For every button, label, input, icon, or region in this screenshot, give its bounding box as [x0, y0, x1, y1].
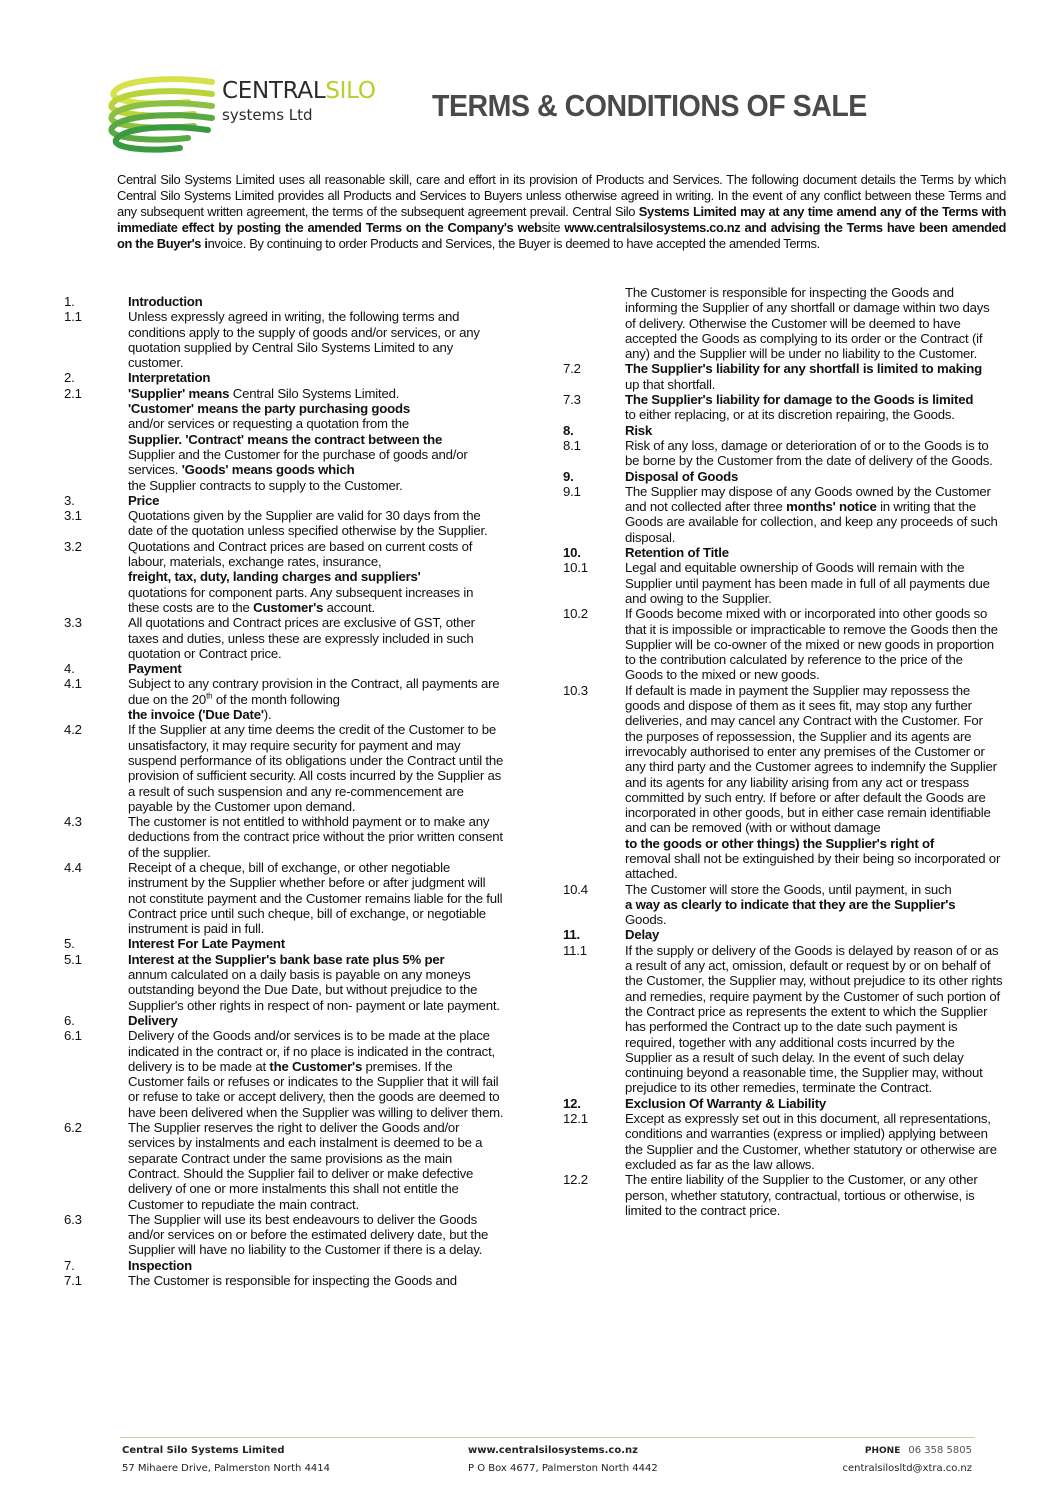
clause-text: The Customer is responsible for inspecting the Goods and — [128, 1273, 457, 1288]
clause-text — [128, 676, 504, 722]
clause-text-part: annum calculated on a daily basis is payable on any moneys outstanding beyond the Due Date, but without prejudice to the Supplier's other rights in respect of non- payment or late payment. — [128, 967, 500, 1013]
clause-number: 4.4 — [64, 859, 82, 875]
clause-number: 6.3 — [64, 1211, 82, 1227]
logo-text-silo: SILO — [325, 78, 376, 104]
clause — [563, 484, 1003, 545]
clause-number: 3.2 — [64, 538, 82, 554]
clause-text-bold: The Supplier's liability for any shortfall is limited to making — [625, 361, 982, 377]
intro-text-bold: Systems Limited may at any time amend any of the Terms with immediate effect by posting the amended Terms on the Company's web — [117, 204, 1006, 236]
footer-phone-label: PHONE — [864, 1446, 901, 1456]
section-number: 3. — [64, 492, 75, 508]
section-heading — [64, 493, 504, 508]
section-number: 9. — [563, 468, 574, 484]
clause-text-bold: the Customer's — [269, 1058, 363, 1074]
section-heading — [563, 545, 1003, 560]
clause-text-part: and/or services or requesting a quotation from the — [128, 416, 410, 432]
clause-text — [128, 952, 504, 1013]
page-title: TERMS & CONDITIONS OF SALE — [432, 88, 867, 123]
clause-number: 11.1 — [563, 942, 587, 958]
clause-number: 6.1 — [64, 1028, 82, 1044]
clause-number: 3.3 — [64, 615, 82, 631]
clause — [563, 943, 1003, 1096]
clause-text-bold: months' notice — [786, 499, 877, 515]
clause-text-part: Central Silo Systems Limited. — [229, 385, 400, 401]
section-heading — [64, 370, 504, 385]
clause-text-part: Goods. — [625, 912, 667, 928]
section-title: Interpretation — [128, 370, 211, 386]
clause — [64, 860, 504, 936]
clause-text-bold: Interest at the Supplier's bank base rate plus 5% per — [128, 951, 445, 967]
clause-text-bold: 'Goods' means goods which — [181, 462, 355, 478]
footer-contact-block — [842, 1442, 972, 1478]
clause-number: 10.2 — [563, 606, 588, 622]
clause — [563, 361, 1003, 392]
clause-text-part: The Customer will store the Goods, until payment, in such — [625, 881, 952, 897]
clause-text-part: the Supplier contracts to supply to the Customer. — [128, 477, 403, 493]
section-title: Risk — [625, 422, 653, 438]
intro-text: nvoice. By continuing to order Products and Services, the Buyer is deemed to have accepted the amended Terms. — [207, 236, 820, 252]
section-heading — [64, 294, 504, 309]
clause-text: The customer is not entitled to withhold payment or to make any deductions from the contract price without the prior written consent of the supplier. — [128, 814, 503, 860]
intro-text: Central Silo Systems Limited uses all reasonable skill, care and effort in its provision of Products and Services. The following document details the Terms by which Central Silo Systems Limited provides all Products and Services to Buyers unless otherwise agreed in writing. In the event of any conflict between these Terms and any subsequent written agreement, the terms of the subsequent agreement prevail. Central Silo — [117, 172, 1006, 220]
clause-number: 4.2 — [64, 722, 82, 738]
section-heading — [64, 1013, 504, 1028]
section-number: 4. — [64, 661, 75, 677]
clause-number: 6.2 — [64, 1120, 82, 1136]
section-number: 5. — [64, 936, 75, 952]
footer-po-box: P O Box 4677, Palmerston North 4442 — [468, 1463, 658, 1474]
clause-number: 10.4 — [563, 881, 588, 897]
clause — [64, 386, 504, 493]
clause-text: All quotations and Contract prices are exclusive of GST, other taxes and duties, unless these are expressly included in such quotation or Contract price. — [128, 615, 475, 661]
clause — [563, 438, 1003, 469]
clause-text-bold: to the goods or other things) the Supplier's right of — [625, 835, 935, 851]
clause-text: If the Supplier at any time deems the credit of the Customer to be unsatisfactory, it may require security for payment and may suspend performance of its obligations under the Contract until the provision of sufficient security. All costs incurred by the Supplier as a result of such suspension and any re-commencement are payable by the Customer upon demand. — [128, 722, 504, 814]
section-title: Disposal of Goods — [625, 468, 739, 484]
clause-text: Unless expressly agreed in writing, the following terms and conditions apply to the supply of goods and/or services, or any quotation supplied by Central Silo Systems Limited to any customer. — [128, 309, 480, 371]
section-number: 6. — [64, 1012, 75, 1028]
footer-email-link[interactable]: centralsilosltd@xtra.co.nz — [842, 1463, 972, 1474]
section-title: Delivery — [128, 1012, 178, 1028]
logo-wordmark — [222, 78, 376, 104]
section-heading — [64, 661, 504, 676]
section-title: Introduction — [128, 294, 203, 309]
section-number: 2. — [64, 370, 75, 386]
right-column — [563, 285, 1003, 1218]
clause-text-part: Delivery of the Goods and/or services is to be made at the place indicated in the contract or, if no place is indicated in the contract, delivery is to be made at — [128, 1028, 495, 1074]
section-title: Delay — [625, 927, 660, 943]
clause-text-bold: freight, tax, duty, landing charges and suppliers' — [128, 569, 421, 585]
clause-number: 2.1 — [64, 385, 82, 401]
clause — [64, 309, 504, 370]
clause — [64, 615, 504, 661]
clause-number: 12.1 — [563, 1111, 588, 1127]
clause-text-part: of the month following — [212, 691, 340, 707]
clause-text: Quotations given by the Supplier are valid for 30 days from the date of the quotation unless specified otherwise by the Supplier. — [128, 508, 488, 539]
clause-text-part: account. — [323, 599, 375, 615]
clause — [64, 722, 504, 814]
silo-swoosh-icon — [108, 76, 218, 156]
clause-continuation — [563, 285, 1003, 361]
ordinal-suffix: th — [206, 691, 213, 701]
clause-number: 10.1 — [563, 560, 588, 576]
section-heading — [563, 927, 1003, 942]
intro-paragraph — [117, 172, 1006, 252]
clause-number: 5.1 — [64, 951, 82, 967]
clause — [563, 882, 1003, 928]
clause-text: The Supplier reserves the right to deliver the Goods and/or services by instalments and each instalment is deemed to be a separate Contract under the same provisions as the main Contract. Should the Supplier fail to deliver or make defective delivery of one or more instalments this shall not entitle the Customer to repudiate the main contract. — [128, 1120, 483, 1212]
section-title: Price — [128, 492, 160, 508]
clause-text — [625, 484, 1003, 545]
clause-number: 4.1 — [64, 676, 82, 692]
section-heading — [563, 1096, 1003, 1111]
section-heading — [563, 469, 1003, 484]
clause-text: The entire liability of the Supplier to the Customer, or any other person, whether statutory, contractual, tortious or otherwise, is limited to the contract price. — [625, 1172, 978, 1218]
section-title: Inspection — [128, 1257, 192, 1273]
clause-number: 10.3 — [563, 682, 588, 698]
clause-text: The Customer is responsible for inspecting the Goods and informing the Supplier of any shortfall or damage within two days of delivery. Otherwise the Customer will be deemed to have accepted the Goods as complying to its order or the Contract (if any) and the Supplier will be under no liability to the Customer. — [625, 285, 990, 362]
clause-text — [128, 1028, 504, 1120]
footer-phone: 06 358 5805 — [908, 1445, 972, 1456]
clause — [563, 1172, 1003, 1218]
clause-text-bold: 'Supplier' means — [128, 385, 230, 401]
clause-text-part: Supplier and the Customer for the purchase of goods and/or services. — [128, 446, 468, 478]
clause-number: 1.1 — [64, 309, 82, 325]
section-number: 1. — [64, 294, 75, 309]
clause — [64, 508, 504, 539]
section-title: Interest For Late Payment — [128, 936, 285, 952]
footer-company-block — [122, 1442, 330, 1478]
company-logo — [108, 76, 376, 156]
clause-text: If Goods become mixed with or incorporated into other goods so that it is impossible or impracticable to remove the Goods then the Supplier will be co-owner of the mixed or new goods in proportion to the contribution calculated by reference to the price of the Goods to the mixed or new goods. — [625, 606, 998, 683]
section-title: Retention of Title — [625, 545, 729, 561]
clause-text-part: quotations for component parts. Any subsequent increases in these costs are to the — [128, 584, 474, 615]
clause — [563, 560, 1003, 606]
footer-divider — [120, 1437, 975, 1438]
clause-number: 7.2 — [563, 361, 581, 377]
section-title: Payment — [128, 661, 182, 677]
section-heading — [64, 1258, 504, 1273]
clause-text-bold: the invoice ('Due Date' — [128, 707, 264, 723]
clause-number: 3.1 — [64, 508, 82, 524]
clause — [64, 952, 504, 1013]
intro-text-bold: www.centralsilosystems.co.nz and advising the Terms have been amended on the Buyer's i — [117, 220, 1006, 252]
clause — [563, 606, 1003, 682]
clause-text: The Supplier will use its best endeavours to deliver the Goods and/or services on or before the estimated delivery date, but the Supplier will have no liability to the Customer if there is a delay. — [128, 1211, 489, 1258]
section-number: 10. — [563, 545, 581, 561]
clause-text-bold: Customer's — [253, 599, 324, 615]
clause-text-part: Quotations and Contract prices are based on current costs of labour, materials, exchange rates, insurance, — [128, 538, 473, 570]
clause-text — [625, 683, 1003, 882]
clause-text-part: premises. If the Customer fails or refuses or indicates to the Supplier that it will fail or refuse to take or accept delivery, then the goods are deemed to have been delivered when the Supplier was willing to deliver them. — [128, 1058, 504, 1120]
clause — [64, 1028, 504, 1120]
section-title: Exclusion Of Warranty & Liability — [625, 1095, 827, 1111]
clause-text-part: to either replacing, or at its discretion repairing, the Goods. — [625, 407, 955, 423]
clause-text-part: removal shall not be extinguished by their being so incorporated or attached. — [625, 850, 1001, 882]
clause — [563, 1111, 1003, 1172]
clause — [563, 392, 1003, 423]
section-number: 12. — [563, 1095, 581, 1111]
clause-number: 4.3 — [64, 814, 82, 830]
section-number: 11. — [563, 927, 581, 943]
section-number: 8. — [563, 422, 574, 438]
clause-text-part: Subject to any contrary provision in the Contract, all payments are due on the 20 — [128, 676, 500, 707]
clause-text-bold: 'Customer' means the party purchasing goods — [128, 401, 410, 417]
left-column — [64, 294, 504, 1288]
clause-text — [128, 386, 504, 493]
clause-text — [625, 392, 1003, 423]
logo-subtitle: systems Ltd — [222, 106, 313, 124]
clause-text — [128, 539, 504, 615]
clause-text-part: up that shortfall. — [625, 376, 716, 392]
clause-text-part: If default is made in payment the Supplier may repossess the goods and dispose of them as it sees fit, may stop any further deliveries, and may cancel any Contract with the Customer. For the purposes of repossession, the Supplier and its agents are irrevocably authorised to enter any premises of the Customer or any third party and the Customer agrees to indemnify the Supplier and its agents for any liability arising from any act or trespass committed by such entry. If before or after default the Goods are incorporated in other goods, but in either case remain identifiable and can be removed (with or without damage — [625, 682, 997, 836]
clause-text: Legal and equitable ownership of Goods will remain with the Supplier until payment has been made in full of all payments due and owing to the Supplier. — [625, 560, 990, 606]
clause — [64, 1212, 504, 1258]
clause-number: 9.1 — [563, 483, 581, 499]
section-heading — [563, 423, 1003, 438]
clause — [64, 676, 504, 722]
clause-number: 12.2 — [563, 1172, 588, 1188]
clause-number-empty — [563, 285, 625, 361]
clause-text — [625, 882, 1003, 928]
section-heading — [64, 936, 504, 951]
clause-number: 7.3 — [563, 392, 581, 408]
clause-text: Receipt of a cheque, bill of exchange, or other negotiable instrument by the Supplier whether before or after judgment will not constitute payment and the Customer remains liable for the full Contract price until such cheque, bill of exchange, or negotiable instrument is paid in full. — [128, 859, 503, 937]
footer-address: 57 Mihaere Drive, Palmerston North 4414 — [122, 1463, 331, 1474]
clause-text-part: in writing that the Goods are available for collection, and keep any proceeds of such disposal. — [625, 499, 998, 545]
footer-company-name: Central Silo Systems Limited — [122, 1445, 285, 1456]
clause — [64, 539, 504, 615]
clause-text-bold: Supplier. 'Contract' means the contract between the — [128, 431, 443, 447]
clause-text: If the supply or delivery of the Goods is delayed by reason of or as a result of any act, omission, default or request by or on behalf of the Customer, the Supplier may, without prejudice to its other rights and remedies, require payment by the Customer of such portion of the Contract price as represents the extent to which the Supplier has performed the Contract up to the date such payment is required, together with any additional costs incurred by the Supplier as a result of such delay. In the event of such delay continuing beyond a reasonable time, the Supplier may, without prejudice to its other remedies, terminate the Contract. — [625, 942, 1003, 1096]
clause-text-part: ). — [263, 707, 272, 723]
logo-text-central: CENTRAL — [222, 78, 326, 104]
footer-website-link[interactable]: www.centralsilosystems.co.nz — [468, 1445, 638, 1456]
section-number: 7. — [64, 1257, 75, 1273]
clause-text-bold: The Supplier's liability for damage to the Goods is limited — [625, 392, 974, 408]
clause — [563, 683, 1003, 882]
clause-text: Risk of any loss, damage or deterioration of or to the Goods is to be borne by the Customer from the date of delivery of the Goods. — [625, 437, 993, 469]
clause — [64, 814, 504, 860]
clause-text — [625, 361, 1003, 392]
footer-web-block — [468, 1442, 658, 1478]
clause-text-bold: a way as clearly to indicate that they are the Supplier's — [625, 896, 956, 912]
clause-number: 7.1 — [64, 1273, 82, 1288]
clause-text-part: The Supplier may dispose of any Goods owned by the Customer and not collected after three — [625, 483, 991, 515]
clause — [64, 1120, 504, 1212]
clause-number: 8.1 — [563, 437, 581, 453]
clause — [64, 1273, 504, 1288]
intro-text: site — [541, 220, 565, 236]
clause-text: Except as expressly set out in this document, all representations, conditions and warranties (express or implied) applying between the Supplier and the Customer, whether statutory or otherwise are excluded as far as the law allows. — [625, 1111, 997, 1172]
